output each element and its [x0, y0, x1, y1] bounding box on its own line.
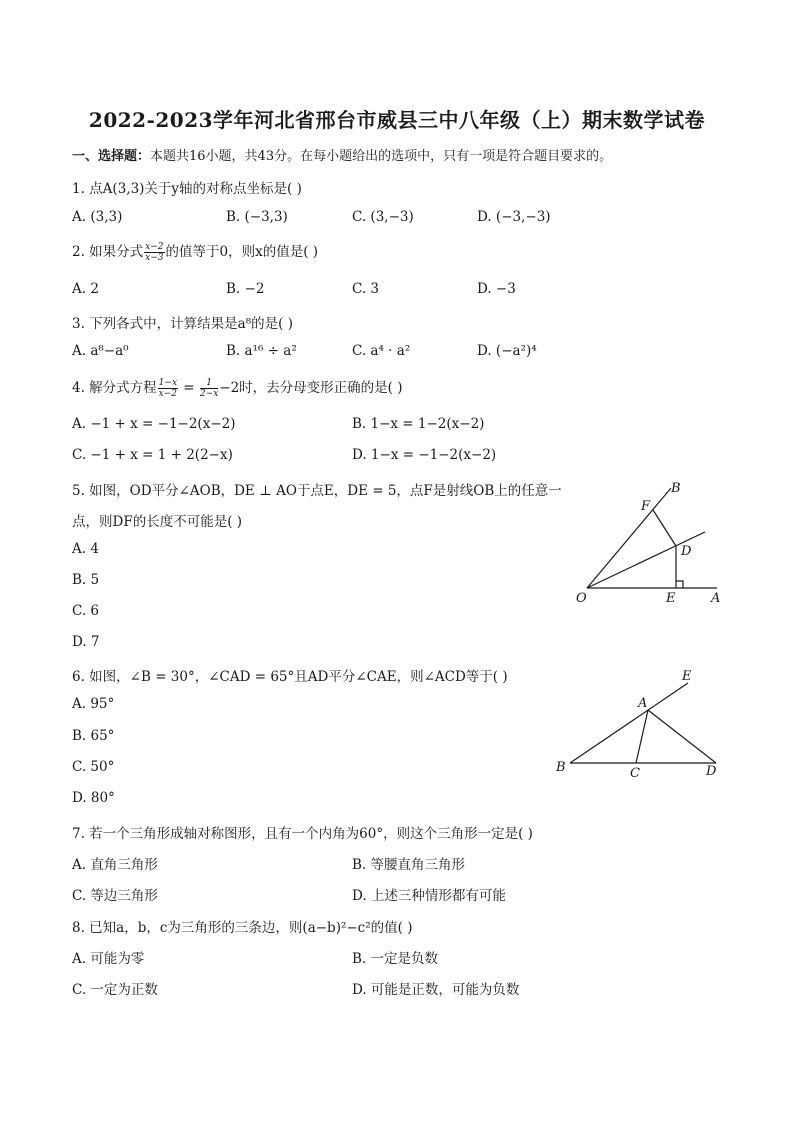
- q6-option-d: D. 80°: [72, 790, 115, 806]
- q4-option-a: A. −1 + x = −1−2(x−2): [72, 416, 236, 432]
- right-angle-mark: [676, 581, 683, 588]
- segment-df: [653, 510, 676, 546]
- q6-option-c: C. 50°: [72, 759, 115, 775]
- q7-option-c: C. 等边三角形: [72, 888, 158, 904]
- label-e: E: [666, 591, 676, 606]
- q8-option-c: C. 一定为正数: [72, 982, 158, 998]
- q4-option-d: D. 1−x = −1−2(x−2): [352, 447, 497, 463]
- question-3: 3. 下列各式中，计算结果是a⁸的是( ): [72, 316, 293, 332]
- section-prefix: 一、选择题：: [72, 149, 151, 164]
- q8-option-a: A. 可能为零: [72, 951, 145, 967]
- q1-option-c: C. (3,−3): [352, 209, 414, 225]
- q3-option-b: B. a¹⁶ ÷ a²: [226, 343, 297, 359]
- question-5-line-1: 5. 如图，OD平分∠AOB，DE ⊥ AO于点E，DE = 5，点F是射线OB上的任意一: [72, 483, 562, 499]
- label-f: F: [641, 499, 651, 514]
- q1-option-a: A. (3,3): [72, 209, 123, 225]
- question-7: 7. 若一个三角形成轴对称图形，且有一个内角为60°，则这个三角形一定是( ): [72, 826, 533, 842]
- ray-ob: [587, 488, 671, 588]
- q1-option-b: B. (−3,3): [226, 209, 288, 225]
- q5-figure-angle-bisector: [565, 474, 735, 609]
- q2-option-b: B. −2: [226, 281, 265, 297]
- section-header: [72, 145, 612, 164]
- segment-ac: [636, 710, 648, 763]
- q2-fraction: $\frac{x-2}{x-3}$: [145, 242, 164, 263]
- q6-option-b: B. 65°: [72, 728, 115, 744]
- q6-figure-triangle: [550, 665, 730, 785]
- q8-option-b: B. 一定是负数: [352, 951, 439, 967]
- label-o: O: [576, 591, 587, 606]
- q6-option-a: A. 95°: [72, 696, 115, 712]
- q2-option-d: D. −3: [477, 281, 516, 297]
- segment-ad: [648, 710, 716, 763]
- q5-option-a: A. 4: [72, 541, 99, 557]
- question-5-line-2: 点，则DF的长度不可能是( ): [72, 514, 243, 530]
- q1-option-d: D. (−3,−3): [477, 209, 551, 225]
- q2-option-a: A. 2: [72, 281, 99, 297]
- q4-option-b: B. 1−x = 1−2(x−2): [352, 416, 485, 432]
- question-6: 6. 如图，∠B = 30°，∠CAD = 65°且AD平分∠CAE，则∠ACD等于( ): [72, 669, 508, 685]
- q4-option-c: C. −1 + x = 1 + 2(2−x): [72, 447, 233, 463]
- q5-option-c: C. 6: [72, 603, 100, 619]
- question-4: 4. 解分式方程 $\frac{1-x}{x-2}$ = $\frac{1}{2-x}$ −2时，去分母变形正确的是( ): [72, 378, 403, 399]
- label-b: B: [671, 481, 681, 496]
- question-2: 2. 如果分式 $\frac{x-2}{x-3}$ 的值等于0，则x的值是( ): [72, 242, 319, 263]
- page-title: 2022-2023学年河北省邢台市威县三中八年级（上）期末数学试卷: [88, 108, 706, 132]
- section-text: 本题共16小题，共43分。在每小题给出的选项中，只有一项是符合题目要求的。: [150, 149, 613, 164]
- label-d: D: [706, 764, 717, 779]
- q5-option-b: B. 5: [72, 572, 100, 588]
- q4-fraction-left: $\frac{1-x}{x-2}$: [158, 378, 178, 399]
- q8-option-d: D. 可能是正数，可能为负数: [352, 982, 520, 998]
- label-b: B: [556, 760, 566, 775]
- q5-option-d: D. 7: [72, 634, 100, 650]
- q3-option-a: A. a⁸−a⁰: [72, 343, 129, 359]
- question-1: 1. 点A(3,3)关于y轴的对称点坐标是( ): [72, 181, 302, 197]
- ray-od: [587, 532, 705, 588]
- q4-fraction-right: $\frac{1}{2-x}$: [199, 378, 219, 399]
- q7-option-d: D. 上述三种情形都有可能: [352, 888, 506, 904]
- label-d: D: [681, 544, 692, 559]
- ray-be: [570, 683, 688, 763]
- label-a: A: [711, 591, 721, 606]
- q3-option-d: D. (−a²)⁴: [477, 343, 537, 359]
- label-e: E: [682, 669, 692, 684]
- question-8: 8. 已知a，b，c为三角形的三条边，则(a−b)²−c²的值( ): [72, 920, 413, 936]
- label-c: C: [630, 766, 640, 781]
- q2-option-c: C. 3: [352, 281, 380, 297]
- q7-option-b: B. 等腰直角三角形: [352, 857, 466, 873]
- q3-option-c: C. a⁴ · a²: [352, 343, 411, 359]
- q7-option-a: A. 直角三角形: [72, 857, 158, 873]
- label-a: A: [638, 696, 648, 711]
